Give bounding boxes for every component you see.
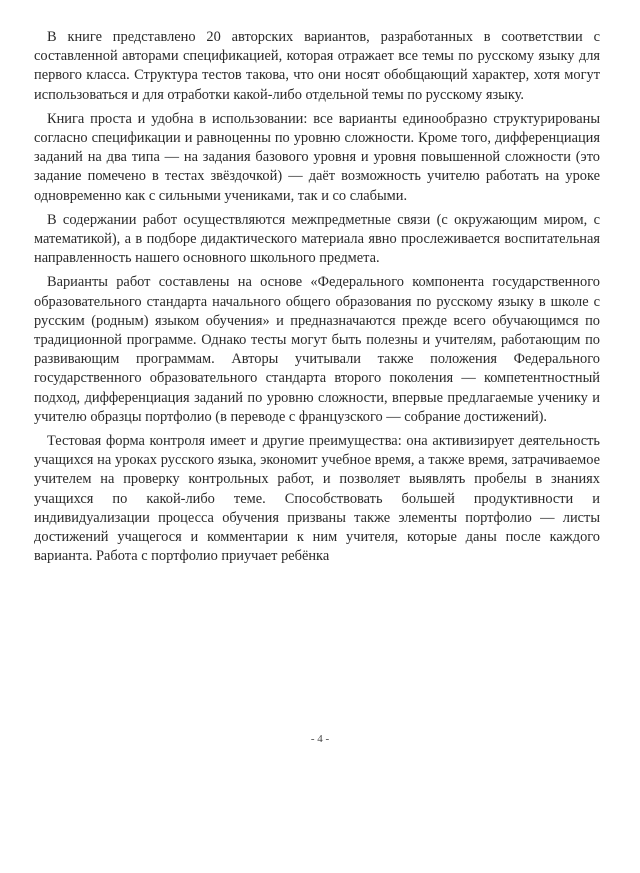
paragraph-intro: В книге представлено 20 авторских вариантов, разработанных в соответствии с составленной авторами спецификацией, которая отражает все темы по русскому языку для первого класса. Структура тестов такова, что они носят обобщающий характер, хотя могут использоваться и для отработки какой-либо отдельной темы по русскому языку. [34, 29, 600, 103]
paragraph-interdisciplinary: В содержании работ осуществляются межпредметные связи (с окружающим миром, с математикой), а в подборе дидактического материала явно прослеживается воспитательная направленность нашего основного школьного предмета. [34, 211, 600, 267]
paragraph-standards: Варианты работ составлены на основе «Федерального компонента государственного образовательного стандарта начального общего образования по русскому языку в школе с русским (родным) языком обучения» и предназначаются прежде всего обучающимся по традиционной программе. Однако тесты могут быть полезны и учителям, работающим по развивающим программам. Авторы учитывали также положения Федерального государственного образовательного стандарта второго поколения — компетентностный подход, дифференциация заданий по уровню сложности, впервые предлагаемые ученику и учителю образцы портфолио (в переводе с французского — собрание достижений). [34, 274, 600, 425]
page-number: - 4 - [310, 733, 330, 745]
document-page [34, 28, 600, 571]
paragraph-test-form: Тестовая форма контроля имеет и другие преимущества: она активизирует деятельность учащихся на уроках русского языка, экономит учебное время, а также время, затрачиваемое учителем на проверку контрольных работ, и позволяет выявлять пробелы в знаниях учащихся по какой-либо теме. Способствовать большей продуктивности и индивидуализации процесса обучения призваны также элементы портфолио — листы достижений учащегося и комментарии к ним учителя, которые даны после каждого варианта. Работа с портфолио приучает ребёнка [34, 433, 600, 565]
paragraph-usability: Книга проста и удобна в использовании: все варианты единообразно структурированы согласно спецификации и равноценны по уровню сложности. Кроме того, дифференциация заданий на два типа — на задания базового уровня и уровня повышенной сложности (это задание помечено в тестах звёздочкой) — даёт возможность учителю работать на уроке одновременно как с сильными учениками, так и со слабыми. [34, 110, 600, 204]
